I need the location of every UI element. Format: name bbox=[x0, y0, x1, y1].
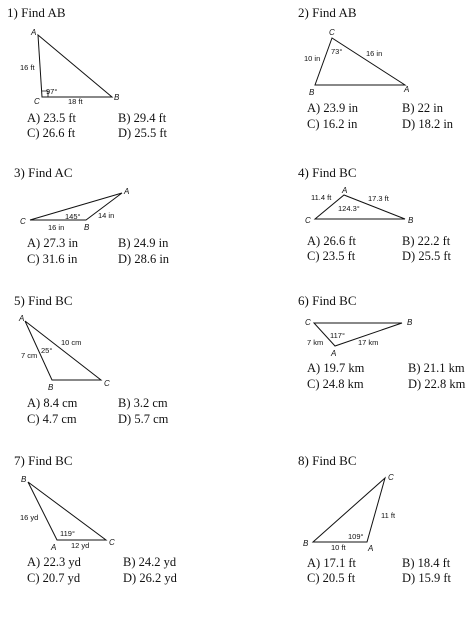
problem-number: 7) bbox=[14, 453, 25, 468]
problem-prompt: Find AB bbox=[312, 5, 357, 20]
problem-number: 3) bbox=[14, 165, 25, 180]
triangle-outline bbox=[315, 38, 405, 85]
problem-prompt: Find BC bbox=[312, 293, 357, 308]
vertex-a-label: A bbox=[19, 314, 25, 323]
angle-label: 145° bbox=[65, 212, 81, 221]
side-label-1: 16 ft bbox=[20, 63, 35, 72]
choice-d[interactable]: D) 22.8 km bbox=[408, 377, 466, 391]
vertex-c-label: C bbox=[20, 217, 26, 226]
problem-number: 8) bbox=[298, 453, 309, 468]
vertex-a-label: A bbox=[31, 28, 37, 37]
vertex-a-label: A bbox=[404, 85, 410, 94]
choice-d[interactable]: D) 25.5 ft bbox=[402, 249, 451, 263]
choice-a[interactable]: A) 8.4 cm bbox=[27, 396, 78, 410]
side-label-1: 16 in bbox=[48, 223, 65, 232]
side-label-2: 10 cm bbox=[61, 338, 82, 347]
vertex-b-label: B bbox=[407, 318, 413, 327]
angle-label: 119° bbox=[60, 529, 75, 538]
side-label-1: 10 ft bbox=[331, 543, 346, 552]
vertex-c-label: C bbox=[109, 538, 115, 547]
vertex-b-label: B bbox=[309, 88, 315, 97]
choice-b[interactable]: B) 22 in bbox=[402, 101, 443, 115]
angle-label: 124.3° bbox=[338, 204, 360, 213]
vertex-b-label: B bbox=[84, 223, 90, 232]
problem-4 bbox=[0, 160, 473, 280]
choice-d[interactable]: D) 15.9 ft bbox=[402, 571, 451, 585]
problem-prompt: Find BC bbox=[28, 293, 73, 308]
angle-label: 73° bbox=[331, 47, 343, 56]
angle-label: 97° bbox=[46, 87, 58, 96]
choice-c[interactable]: C) 26.6 ft bbox=[27, 126, 76, 140]
side-label-2: 11 ft bbox=[381, 511, 396, 520]
vertex-b-label: B bbox=[303, 539, 309, 548]
angle-label: 109° bbox=[348, 532, 364, 541]
choice-a[interactable]: A) 19.7 km bbox=[307, 361, 365, 375]
side-label-1: 7 km bbox=[307, 338, 324, 347]
choice-a[interactable]: A) 23.5 ft bbox=[27, 111, 76, 125]
choice-b[interactable]: B) 24.9 in bbox=[118, 236, 169, 250]
problem-number: 5) bbox=[14, 293, 25, 308]
problem-prompt: Find BC bbox=[312, 453, 357, 468]
choice-b[interactable]: B) 24.2 yd bbox=[123, 555, 177, 569]
vertex-a-label: A bbox=[51, 543, 57, 552]
choice-c[interactable]: C) 20.7 yd bbox=[27, 571, 81, 585]
side-label-1: 11.4 ft bbox=[311, 193, 332, 202]
choice-c[interactable]: C) 24.8 km bbox=[307, 377, 364, 391]
problem-prompt: Find AC bbox=[28, 165, 73, 180]
vertex-a-label: A bbox=[342, 186, 348, 195]
triangle-figure-6 bbox=[0, 290, 473, 430]
problem-prompt: Find BC bbox=[312, 165, 357, 180]
vertex-c-label: C bbox=[104, 379, 110, 388]
vertex-c-label: C bbox=[329, 28, 335, 37]
choice-c[interactable]: C) 23.5 ft bbox=[307, 249, 356, 263]
choice-a[interactable]: A) 22.3 yd bbox=[27, 555, 81, 569]
vertex-a-label: A bbox=[331, 349, 337, 358]
side-label-2: 12 yd bbox=[71, 541, 90, 550]
problem-number: 6) bbox=[298, 293, 309, 308]
choice-b[interactable]: B) 21.1 km bbox=[408, 361, 465, 375]
choice-c[interactable]: C) 16.2 in bbox=[307, 117, 358, 131]
side-label-2: 17 km bbox=[358, 338, 379, 347]
choice-a[interactable]: A) 17.1 ft bbox=[307, 556, 356, 570]
vertex-b-label: B bbox=[408, 216, 414, 225]
problem-2 bbox=[0, 0, 473, 150]
choice-d[interactable]: D) 26.2 yd bbox=[123, 571, 177, 585]
side-label-1: 16 yd bbox=[20, 513, 39, 522]
choice-d[interactable]: D) 18.2 in bbox=[402, 117, 454, 131]
choice-a[interactable]: A) 23.9 in bbox=[307, 101, 359, 115]
choice-d[interactable]: D) 5.7 cm bbox=[118, 412, 169, 426]
vertex-c-label: C bbox=[34, 97, 40, 106]
side-label-2: 18 ft bbox=[68, 97, 83, 106]
choice-c[interactable]: C) 31.6 in bbox=[27, 252, 78, 266]
choice-c[interactable]: C) 20.5 ft bbox=[307, 571, 356, 585]
vertex-c-label: C bbox=[388, 473, 394, 482]
problem-prompt: Find AB bbox=[21, 5, 66, 20]
choice-a[interactable]: A) 27.3 in bbox=[27, 236, 79, 250]
problem-number: 1) bbox=[7, 5, 18, 20]
choice-c[interactable]: C) 4.7 cm bbox=[27, 412, 77, 426]
problem-8 bbox=[0, 450, 473, 600]
choice-b[interactable]: B) 29.4 ft bbox=[118, 111, 167, 125]
choice-b[interactable]: B) 3.2 cm bbox=[118, 396, 168, 410]
side-label-2: 16 in bbox=[366, 49, 383, 58]
angle-label: 25° bbox=[41, 346, 53, 355]
choice-d[interactable]: D) 28.6 in bbox=[118, 252, 170, 266]
vertex-c-label: C bbox=[305, 318, 311, 327]
side-label-2: 14 in bbox=[98, 211, 115, 220]
problem-number: 4) bbox=[298, 165, 309, 180]
choice-a[interactable]: A) 26.6 ft bbox=[307, 234, 356, 248]
side-label-2: 17.3 ft bbox=[368, 194, 389, 203]
vertex-b-label: B bbox=[114, 93, 120, 102]
vertex-a-label: A bbox=[368, 544, 374, 553]
choice-d[interactable]: D) 25.5 ft bbox=[118, 126, 167, 140]
choice-b[interactable]: B) 22.2 ft bbox=[402, 234, 451, 248]
vertex-c-label: C bbox=[305, 216, 311, 225]
vertex-a-label: A bbox=[124, 187, 130, 196]
vertex-b-label: B bbox=[48, 383, 54, 392]
side-label-1: 10 in bbox=[304, 54, 321, 63]
problem-prompt: Find BC bbox=[28, 453, 73, 468]
vertex-b-label: B bbox=[21, 475, 27, 484]
side-label-1: 7 cm bbox=[21, 351, 38, 360]
problem-number: 2) bbox=[298, 5, 309, 20]
choice-b[interactable]: B) 18.4 ft bbox=[402, 556, 451, 570]
angle-label: 117° bbox=[330, 331, 345, 340]
problem-6 bbox=[0, 290, 473, 430]
